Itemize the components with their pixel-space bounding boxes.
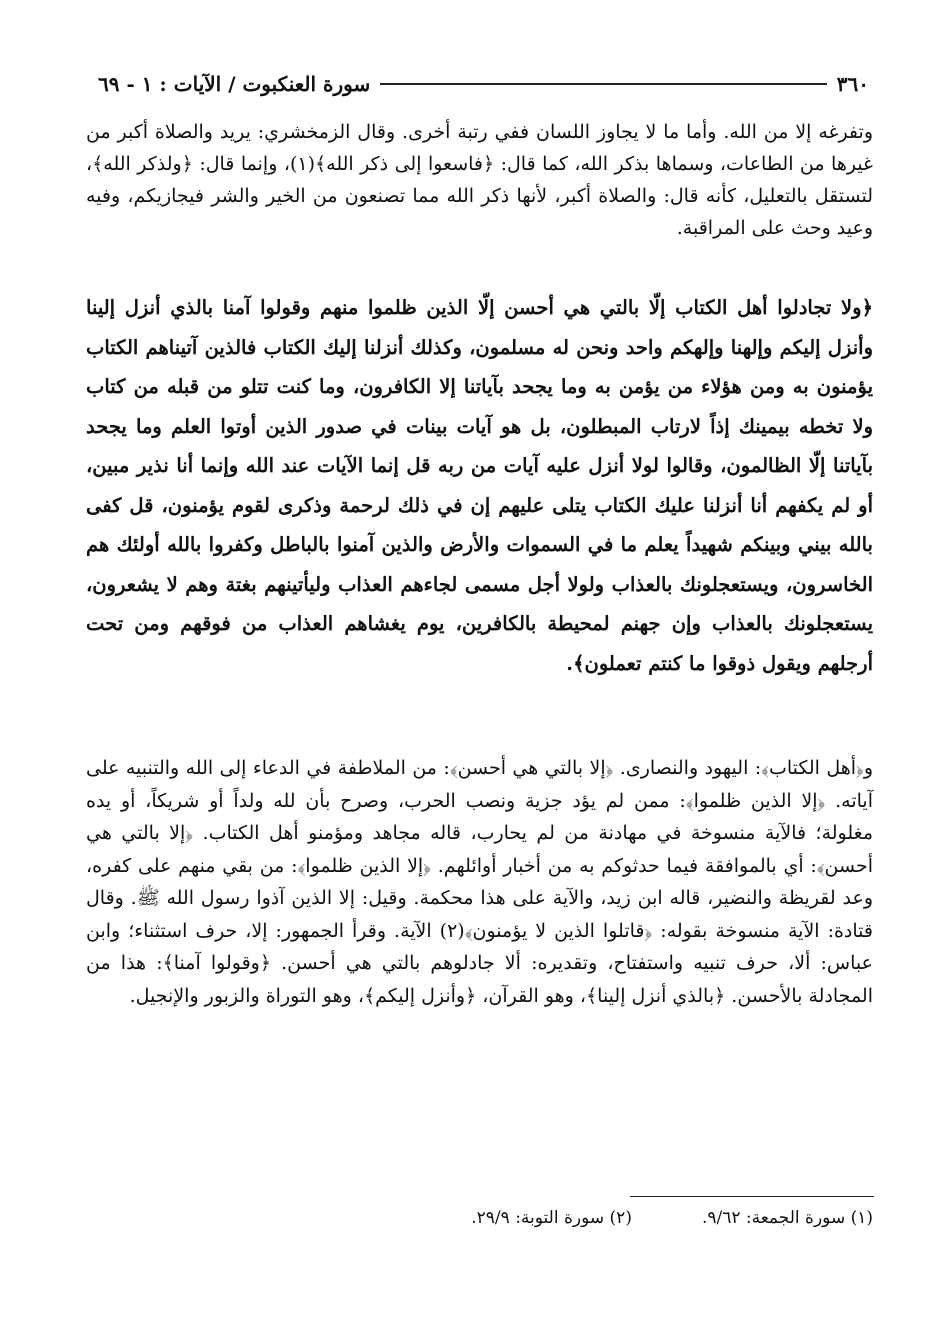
- header-title: سورة العنكبوت / الآيات : ١ - ٦٩: [98, 72, 371, 96]
- footnote-2: (٢) سورة التوبة: ٢٩/٩.: [471, 1208, 632, 1228]
- running-header: [98, 66, 869, 102]
- header-rule: [380, 83, 827, 85]
- footnote-1: (١) سورة الجمعة: ٩/٦٢.: [701, 1208, 873, 1228]
- page-number: ٣٦٠: [836, 72, 869, 96]
- tafsir-paragraph: و﴿أهل الكتاب﴾: اليهود والنصارى. ﴿إلا بالتي هي أحسن﴾: من الملاطفة في الدعاء إلى الله والتنبيه على آياته. ﴿إلا الذين ظلموا﴾: ممن لم يؤد جزية ونصب الحرب، وصرح بأن لله ولداً أو شريكاً، أو يده مغلولة؛ فالآية منسوخة في مهادنة من لم يحارب، قاله مجاهد ومؤمنو أهل الكتاب. ﴿إلا بالتي هي أحسن﴾: أي بالموافقة فيما حدثوكم به من أخبار أوائلهم. ﴿إلا الذين ظلموا﴾: من بقي منهم على كفره، وعد لقريظة والنضير، قاله ابن زيد، والآية على هذا محكمة. وقيل: إلا الذين آذوا رسول الله ﷺ. وقال قتادة: الآية منسوخة بقوله: ﴿قاتلوا الذين لا يؤمنون﴾(٢) الآية. وقرأ الجمهور: إلا، حرف استثناء؛ وابن عباس: ألا، حرف تنبيه واستفتاح، وتقديره: ألا جادلوهم بالتي هي أحسن. ﴿وقولوا آمنا﴾: هذا من المجادلة بالأحسن. ﴿بالذي أنزل إلينا﴾، وهو القرآن، ﴿وأنزل إليكم﴾، وهو التوراة والزبور والإنجيل.: [86, 757, 874, 1007]
- footnote-divider: [630, 1196, 874, 1197]
- intro-paragraph: وتفرغه إلا من الله. وأما ما لا يجاوز اللسان ففي رتبة أخرى. وقال الزمخشري: يريد والصلاة أكبر من غيرها من الطاعات، وسماها بذكر الله، كما قال: ﴿فاسعوا إلى ذكر الله﴾(١)، وإنما قال: ﴿ولذكر الله﴾، لتستقل بالتعليل، كأنه قال: والصلاة أكبر، لأنها ذكر الله مما تصنعون من الخير والشر فيجازيكم، وفيه وعيد وحث على المراقبة.: [86, 121, 873, 239]
- quran-verse-paragraph: ﴿ولا تجادلوا أهل الكتاب إلّا بالتي هي أحسن إلّا الذين ظلموا منهم وقولوا آمنا بالذي أنزل إلينا وأنزل إليكم وإلهنا وإلهكم واحد ونحن له مسلمون، وكذلك أنزلنا إليك الكتاب فالذين آتيناهم الكتاب يؤمنون به ومن هؤلاء من يؤمن به وما يجحد بآياتنا إلا الكافرون، وما كنت تتلو من قبله من كتاب ولا تخطه بيمينك إذاً لارتاب المبطلون، بل هو آيات بينات في صدور الذين أوتوا العلم وما يجحد بآياتنا إلّا الظالمون، وقالوا لولا أنزل عليه آيات من ربه قل إنما الآيات عند الله وإنما أنا نذير مبين، أو لم يكفهم أنا أنزلنا عليك الكتاب يتلى عليهم إن في ذلك لرحمة وذكرى لقوم يؤمنون، قل كفى بالله بيني وبينكم شهيداً يعلم ما في السموات والأرض والذين آمنوا بالباطل وكفروا بالله أولئك هم الخاسرون، ويستعجلونك بالعذاب ولولا أجل مسمى لجاءهم العذاب وليأتينهم بغتة وهم لا يشعرون، يستعجلونك بالعذاب وإن جهنم لمحيطة بالكافرين، يوم يغشاهم العذاب من فوقهم ومن تحت أرجلهم ويقول ذوقوا ما كنتم تعملون﴾.: [86, 296, 873, 675]
- footnotes: [270, 1208, 873, 1228]
